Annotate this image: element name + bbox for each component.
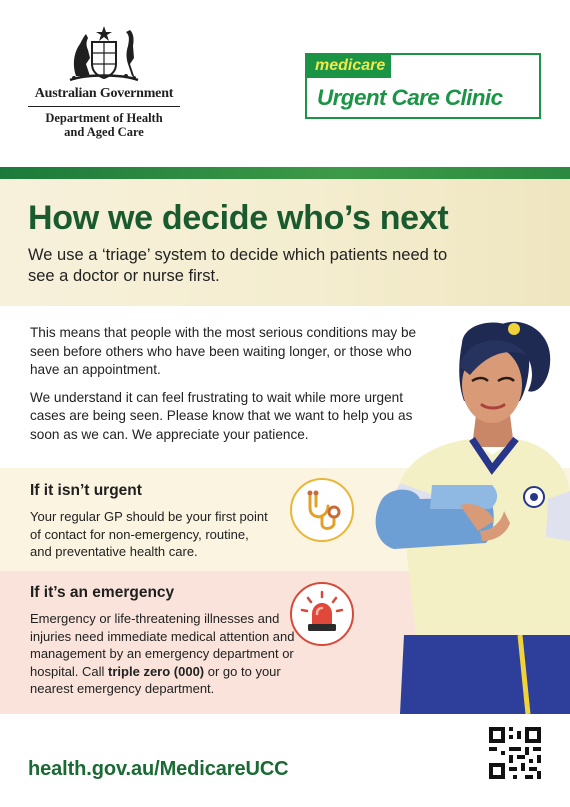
not-urgent-heading: If it isn’t urgent xyxy=(30,482,142,499)
nurse-illustration xyxy=(360,305,570,714)
medicare-wordmark: medicare xyxy=(305,53,391,78)
government-logo xyxy=(28,24,180,139)
emergency-body-text-2: or go to your nearest emergency department. xyxy=(30,663,281,696)
qr-code xyxy=(489,727,541,779)
stethoscope-icon xyxy=(290,478,354,542)
department-name xyxy=(28,111,180,139)
department-name-line2: and Aged Care xyxy=(64,125,144,139)
website-link[interactable]: health.gov.au/MedicareUCC xyxy=(28,758,289,780)
urgent-care-clinic-wordmark: Urgent Care Clinic xyxy=(317,85,503,110)
not-urgent-body: Your regular GP should be your first point of contact for non-emergency, routine, and preventative health care. xyxy=(30,509,268,559)
header-divider xyxy=(0,167,570,179)
emergency-body-text-1: Emergency or life-threatening illnesses and injuries need immediate medical attention and management by an emergency department or hospital. Call xyxy=(30,611,295,679)
emergency-heading: If it’s an emergency xyxy=(30,584,175,601)
intro-paragraph-2: We understand it can feel frustrating to wait while more urgent cases are being seen. Please know that we want to help you as soon as we can. We appreciate your patience. xyxy=(30,389,413,442)
government-name: Australian Government xyxy=(28,86,180,107)
intro-paragraph-1: This means that people with the most serious conditions may be seen before others who have been waiting longer, or those who have an appointment. xyxy=(30,325,417,377)
title-band xyxy=(0,179,570,306)
page-title: How we decide who’s next xyxy=(28,199,449,237)
emergency-phone-number: triple zero (000) xyxy=(108,663,205,679)
siren-icon xyxy=(290,582,354,646)
medicare-ucc-logo xyxy=(305,53,541,119)
coat-of-arms-icon xyxy=(56,24,152,84)
department-name-line1: Department of Health xyxy=(45,111,163,125)
emergency-body xyxy=(30,610,320,698)
page-subtitle: We use a ‘triage’ system to decide which patients need to see a doctor or nurse first. xyxy=(28,246,448,285)
